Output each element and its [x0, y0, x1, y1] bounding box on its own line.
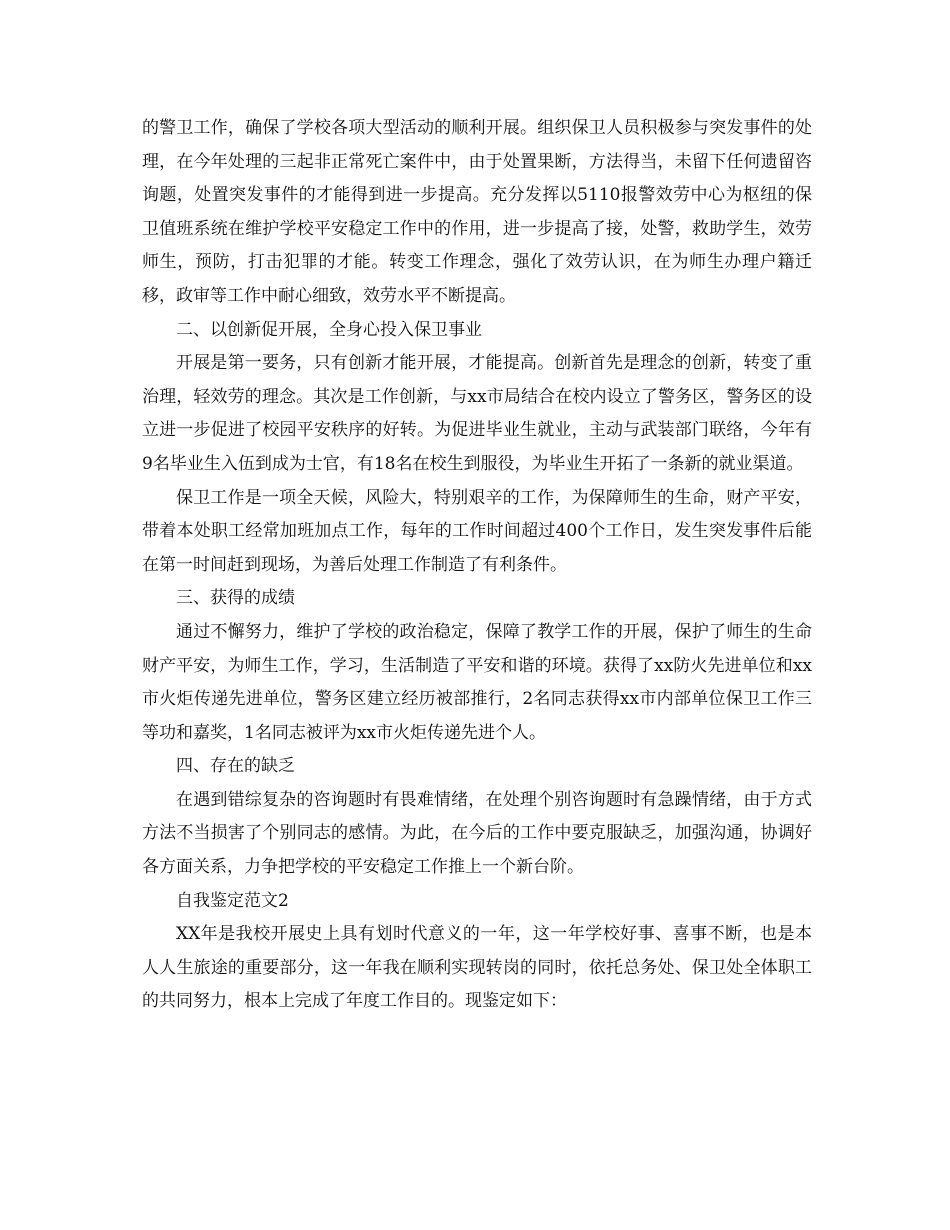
- paragraph-guard-work: 的警卫工作，确保了学校各项大型活动的顺利开展。组织保卫人员积极参与突发事件的处理，在今年处理的三起非正常死亡案件中，由于处置果断，方法得当，未留下任何遗留咨询题，处置突发事件的才能得到进一步提高。充分发挥以5110报警效劳中心为枢纽的保卫值班系统在维护学校平安稳定工作中的作用，进一步提高了接，处警，救助学生，效劳师生，预防，打击犯罪的才能。转变工作理念，强化了效劳认识，在为师生办理户籍迁移，政审等工作中耐心细致，效劳水平不断提高。: [142, 118, 812, 306]
- paragraph-security-work: 保卫工作是一项全天候，风险大，特别艰辛的工作，为保障师生的生命，财产平安，带着本处职工经常加班加点工作，每年的工作时间超过400个工作日，发生突发事件后能在第一时间赶到现场，为善后处理工作制造了有利条件。: [142, 487, 812, 575]
- section-heading-sample-2: 自我鉴定范文2: [176, 890, 289, 911]
- paragraph-innovation: 开展是第一要务，只有创新才能开展，才能提高。创新首先是理念的创新，转变了重治理，轻效劳的理念。其次是工作创新，与xx市局结合在校内设立了警务区，警务区的设立进一步促进了校园平安秩序的好转。为促进毕业生就业，主动与武装部门联络，今年有9名毕业生入伍到成为士官，有18名在校生到服役，为毕业生开拓了一条新的就业渠道。: [142, 353, 812, 474]
- section-heading-achievements: 三、获得的成绩: [176, 588, 295, 609]
- section-heading-shortcomings: 四、存在的缺乏: [176, 756, 295, 777]
- paragraph-shortcomings: 在遇到错综复杂的咨询题时有畏难情绪，在处理个别咨询题时有急躁情绪，由于方式方法不当损害了个别同志的感情。为此，在今后的工作中要克服缺乏，加强沟通，协调好各方面关系，力争把学校的平安稳定工作推上一个新台阶。: [142, 789, 812, 878]
- section-heading-innovation: 二、以创新促开展，全身心投入保卫事业: [176, 319, 482, 340]
- paragraph-sample-2-intro: XX年是我校开展史上具有划时代意义的一年，这一年学校好事、喜事不断，也是本人人生旅途的重要部分，这一年我在顺利实现转岗的同时，依托总务处、保卫处全体职工的共同努力，根本上完成了年度工作目的。现鉴定如下：: [142, 924, 812, 1012]
- document-body: [142, 112, 812, 1019]
- paragraph-achievements: 通过不懈努力，维护了学校的政治稳定，保障了教学工作的开展，保护了师生的生命财产平安，为师生工作，学习，生活制造了平安和谐的环境。获得了xx防火先进单位和xx市火炬传递先进单位，警务区建立经历被部推行，2名同志获得xx市内部单位保卫工作三等功和嘉奖，1名同志被评为xx市火炬传递先进个人。: [142, 621, 812, 743]
